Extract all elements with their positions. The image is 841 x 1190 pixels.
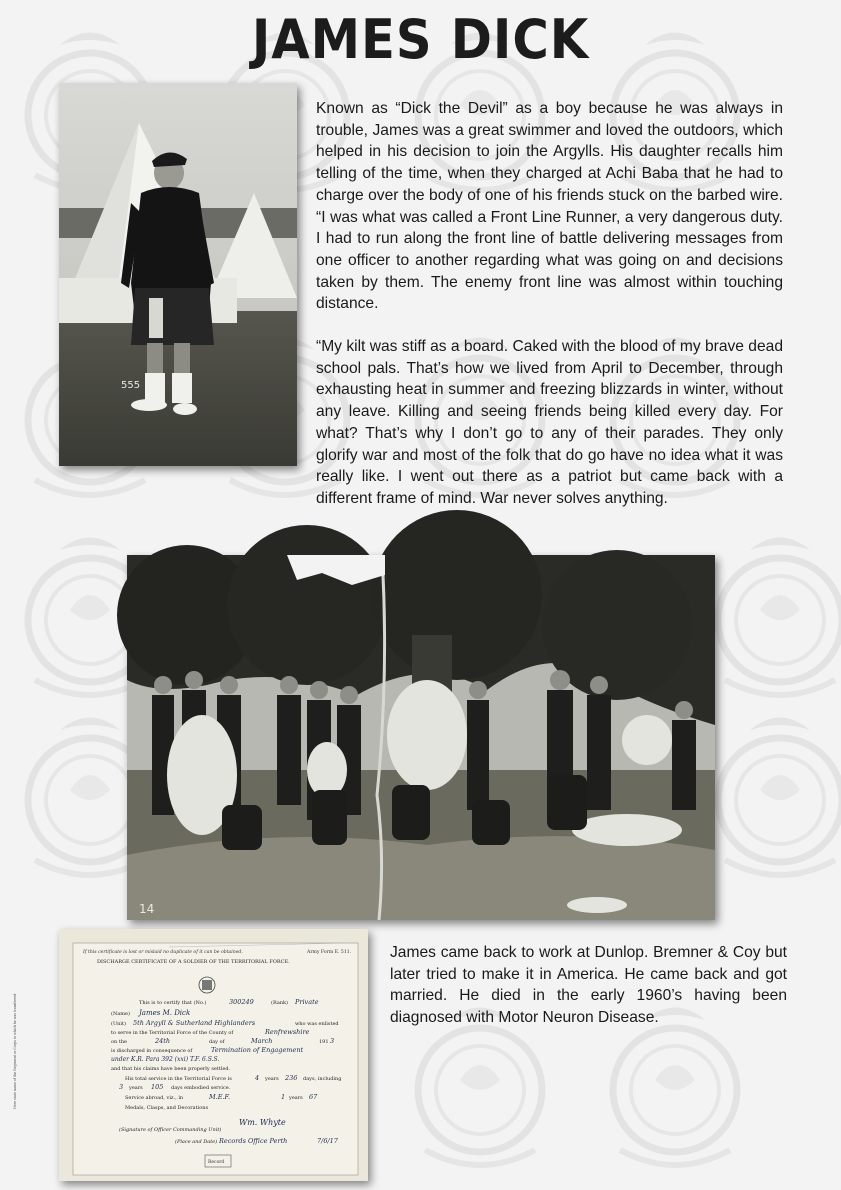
cert-margin-note: Here state name of the Regiment or Corps to which he was transferred xyxy=(13,993,17,1109)
cert-date: 7/6/17 xyxy=(317,1137,338,1145)
cert-certify-line: This is to certify that (No.) xyxy=(139,1000,207,1006)
cert-abroad-line: Service abroad, viz., in xyxy=(125,1095,184,1101)
bio-paragraph-2: “My kilt was stiff as a board. Caked with the blood of my brave dead school pals. That’s how we lived from April to December, through exhausting heat in summer and freezing blizzards in winter, without any leave. Killing and seeing friends being killed every day. For what? That’s why I don’t go to any of their parades. They only glorify war and most of the folk that do go have no idea what it was really like. I went out there as a patriot but came back with a different frame of mind. War never solves anything. xyxy=(316,338,783,507)
cert-on-the: on the xyxy=(111,1039,128,1045)
cert-abroad-place: M.E.F. xyxy=(209,1093,231,1101)
page-title: JAMES DICK xyxy=(251,8,590,71)
cert-medals-line: Medals, Clasps, and Decorations xyxy=(125,1105,209,1111)
photo-number: 555 xyxy=(121,380,141,391)
photo-corner-mark: 14 xyxy=(139,902,155,916)
cert-days: 236 xyxy=(285,1074,298,1082)
cert-rank: Private xyxy=(295,998,319,1006)
cert-year-prefix: 191 xyxy=(319,1039,329,1045)
cert-heading: DISCHARGE CERTIFICATE OF A SOLDIER OF THE TERRITORIAL FORCE. xyxy=(97,959,290,965)
cert-abroad-years: 1 xyxy=(281,1093,286,1101)
cert-month: March xyxy=(251,1037,273,1045)
cert-embodied-years-label: years xyxy=(129,1085,143,1091)
cert-abroad-days: 67 xyxy=(309,1093,318,1101)
cert-signature: Wm. Whyte xyxy=(239,1118,286,1127)
cert-name-label: (Name) xyxy=(111,1011,130,1017)
biography-text xyxy=(316,98,783,531)
cert-day: 24th xyxy=(155,1037,171,1045)
bio-paragraph-1: Known as “Dick the Devil” as a boy because he was always in trouble, James was a great swimmer and loved the outdoors, which helped in his decision to join the Argylls. His daughter recalls him telling of the time, when they charged at Achi Baba that he had to charge over the body of one of his friends stuck on the barbed wire. “I was what was called a Front Line Runner, a very dangerous duty. I had to run along the front line of battle delivering messages from one officer to another regarding what was going on and decisions taken by them. The enemy front line was almost within touching distance. xyxy=(316,100,783,313)
cert-place-label: (Place and Date) xyxy=(175,1139,218,1145)
cert-county: Renfrewshire xyxy=(265,1028,310,1036)
cert-reason-1: Termination of Engagement xyxy=(211,1046,304,1054)
cert-service-line: His total service in the Territorial Force is xyxy=(125,1076,232,1082)
cert-unit-label: (Unit) xyxy=(111,1021,126,1027)
cert-embodied-years: 3 xyxy=(119,1083,124,1091)
cert-day-of: day of xyxy=(209,1039,225,1045)
cert-name: James M. Dick xyxy=(139,1009,191,1017)
cert-years-label: years xyxy=(265,1076,279,1082)
cert-embodied-label: days embodied service. xyxy=(171,1085,231,1091)
later-life-text: James came back to work at Dunlop. Bremner & Coy but later tried to make it in America. He came back and got married. He died in the early 1960’s having been diagnosed with Motor Neuron Disease. xyxy=(390,944,787,1027)
cert-year: 3 xyxy=(330,1037,335,1045)
cert-signature-label: (Signature of Officer Commanding Unit) xyxy=(119,1127,222,1133)
group-photo xyxy=(127,555,715,920)
cert-abroad-years-label: years xyxy=(289,1095,303,1101)
svg-text:Record: Record xyxy=(208,1160,225,1165)
cert-unit: 5th Argyll & Sutherland Highlanders xyxy=(133,1019,256,1027)
cert-enlisted-text: who was enlisted xyxy=(295,1021,339,1027)
cert-discharged-line: is discharged in consequence of xyxy=(111,1048,193,1054)
cert-place: Records Office Perth xyxy=(219,1137,288,1145)
cert-embodied-days: 105 xyxy=(151,1083,164,1091)
discharge-certificate xyxy=(13,929,368,1181)
cert-rank-label: (Rank) xyxy=(271,1000,289,1006)
portrait-photo xyxy=(59,83,297,466)
cert-form-number: Army Form E. 511. xyxy=(307,950,352,955)
cert-days-label: days, including xyxy=(303,1076,342,1082)
cert-reason-2: under K.R. Para 392 (xxi) T.F. 6.S.S. xyxy=(111,1056,220,1063)
cert-years: 4 xyxy=(255,1074,260,1082)
cert-county-line: to serve in the Territorial Force of the County of xyxy=(111,1030,234,1036)
cert-number: 300249 xyxy=(229,998,254,1006)
cert-header-note: If this certificate is lost or mislaid no duplicate of it can be obtained. xyxy=(83,950,243,955)
cert-settled-line: and that his claims have been properly settled. xyxy=(111,1066,231,1072)
